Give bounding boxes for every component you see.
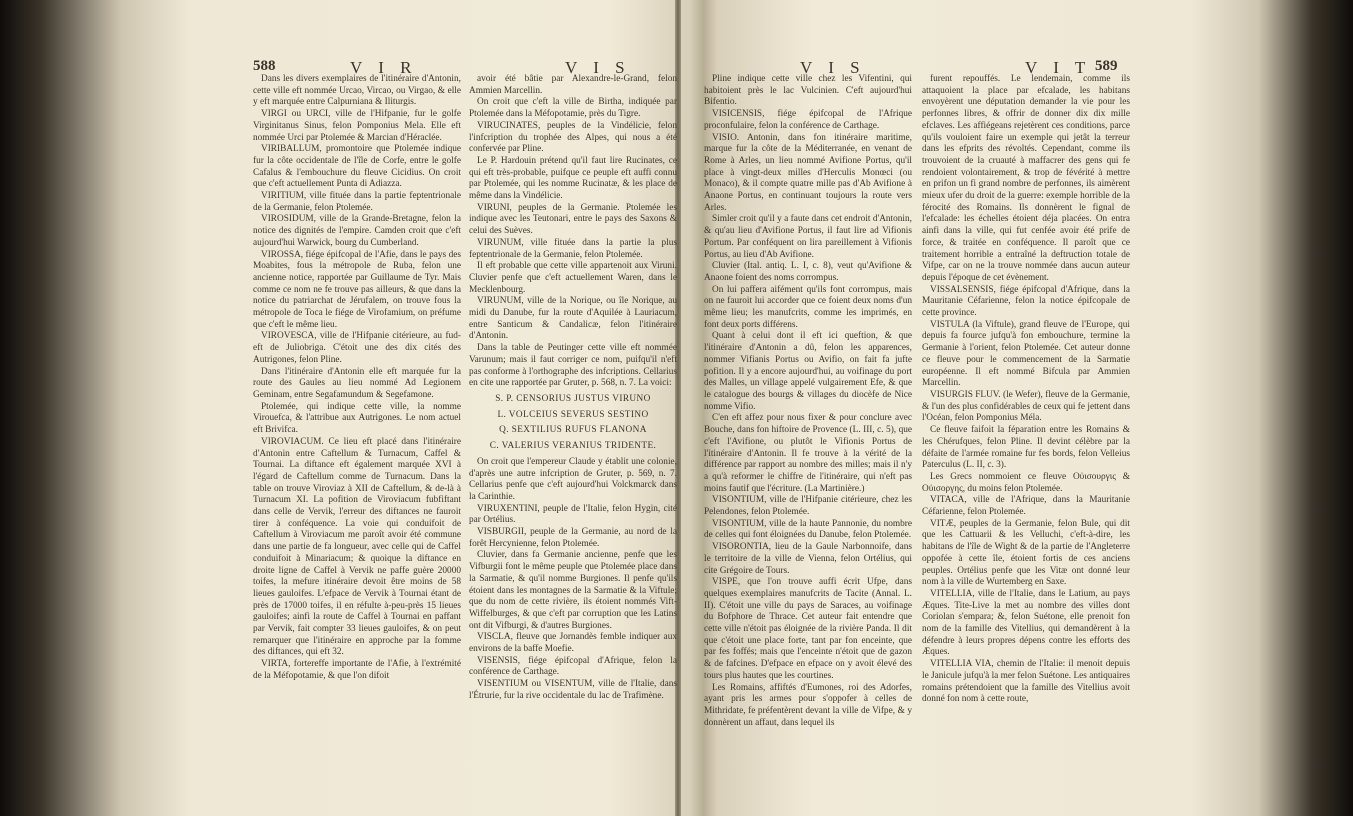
paragraph: furent repouffés. Le lendemain, comme ils attaquoient la place par efcalade, les habitans envoyèrent une députation demander la vie pour les perfonnes libres, & offrir de donner dix dix mille efclaves. Les affiégeans rejetèrent ces conditions, parce qu'ils vouloient faire un exemple qui jetât la terreur dans les efprits des révoltés. Cependant, comme ils trouvoient de la cruauté à maffacrer des gens qui fe rendoient volontairement, & trop de févérité à mettre en prifon un fi grand nombre de perfonnes, ils aimèrent mieux ufer du droit de la guerre: exemple horrible de la férocité des Romains. Ils donnèrent le fignal de l'efcalade: les échelles étoient déja placées. On entra ainfi dans la ville, qui fut cenfée avoir été prife de force, & traitée en conféquence. Il paroît que ce traitement horrible a entraîné la deftruction totale de Vifpe, car on ne la trouve nommée dans aucun auteur depuis l'époque de cet évènement.: [922, 74, 1130, 283]
paragraph: VIROVIACUM. Ce lieu eft placé dans l'itinéraire d'Antonin entre Caftellum & Turnacum, Caffel & Tournai. La diftance eft également marquée XVI à l'égard de Caftellum comme de Turnacum. Dans la table on trouve Viroviaz à XII de Caftellum, & de-là à Turnacum XI. La pofition de Viroviacum fubfiftant dans celle de Vervik, l'erreur des diftances ne fauroit tirer à conféquence. La voie qui conduifoit de Caftellum à Viroviacum me paroît avoir été commune dans une partie de fa longueur, avec celle qui de Caffel conduifoit à Minariacum; & quoique la diftance en droite ligne de Caffel à Vervik ne paffe guère 20000 toifes, la mefure itinéraire devoit être moins de 58 lieues gauloifes. L'efpace de Vervik à Tournai étant de près de 17000 toifes, il en réfulte à-peu-près 15 lieues gauloifes; ainfi la route de Caffel à Tournai en paffant par Vervik, fait compter 33 lieues gauloifes, & on peut remarquer que l'itinéraire en approche par la fomme des diftances, qui eft 32.: [253, 436, 461, 658]
paragraph: VIRUNUM, ville fituée dans la partie la plus feptentrionale de la Germanie, felon Ptolemée.: [469, 237, 677, 260]
paragraph: VITACA, ville de l'Afrique, dans la Mauritanie Céfarienne, felon Ptolemée.: [922, 495, 1130, 518]
paragraph: VISURGIS FLUV. (le Wefer), fleuve de la Germanie, & l'un des plus confidérables de ceux qui fe jettent dans l'Océan, felon Pomponius Méla.: [922, 389, 1130, 424]
paragraph: VISBURGII, peuple de la Germanie, au nord de la forêt Hercynienne, felon Ptolemée.: [469, 527, 677, 549]
paragraph: Ptolemée, qui indique cette ville, la nomme Virouefca, & l'attribue aux Autrigones. Le nom actuel eft Brivifca.: [253, 401, 461, 436]
paragraph: VIRUXENTINI, peuple de l'Italie, felon Hygin, cité par Ortélius.: [469, 503, 677, 526]
running-head: V I R: [350, 58, 418, 77]
paragraph: Dans l'itinéraire d'Antonin elle eft marquée fur la route des Gaules au lieu nommé Ad Legionem Geminam, entre Segafamundum & Segefamone.: [253, 366, 461, 400]
paragraph: VIRTA, fortereffe importante de l'Afie, à l'extrémité de la Méfopotamie, & que l'on difoit: [253, 659, 461, 681]
paragraph: VISONTIUM, ville de l'Hifpanie citérieure, chez les Pelendones, felon Ptolemée.: [704, 495, 912, 518]
page-number: 588: [253, 58, 276, 74]
paragraph: VIRITIUM, ville fituée dans la partie feptentrionale de la Germanie, felon Ptolemée.: [253, 191, 461, 213]
paragraph: VIRUNI, peuples de la Germanie. Ptolemée les indique avec les Teutonari, entre le pays des Saxons & celui des Suèves.: [469, 202, 677, 237]
paragraph: avoir été bâtie par Alexandre-le-Grand, felon Ammien Marcellin.: [469, 74, 677, 96]
paragraph: VIRUNUM, ville de la Norique, ou île Norique, au midi du Danube, fur la route d'Aquilée à Lauriacum, entre Santicum & Candalicæ, felon l'itinéraire d'Antonin.: [469, 296, 677, 342]
text-column-right: [469, 74, 677, 814]
paragraph: Ce fleuve faifoit la féparation entre les Romains & les Chérufques, felon Pline. Il devint célèbre par la défaite de l'armée romaine fur fes bords, felon Velleius Paterculus (L. II, c. 3).: [922, 425, 1130, 471]
inscription-line: L. VOLCEIUS SEVERUS SESTINO: [497, 409, 649, 420]
paragraph: VIROSSA, fiége épifcopal de l'Afie, dans le pays des Moabites, fous la métropole de Ruba, felon une ancienne notice, rapportée par Guillaume de Tyr. Mais comme ce nom ne fe trouve pas ailleurs, & que dans la notice du patriarchat de Jérufalem, on trouve fous la métropole de Toca le fiége de Virofamium, on préfume que c'eft le même lieu.: [253, 249, 461, 330]
paragraph: Dans les divers exemplaires de l'itinéraire d'Antonin, cette ville eft nommée Urcao, Vircao, ou Virgao, & elle y eft marquée entre Calpurniana & Iliturgis.: [253, 74, 461, 108]
paragraph: VISONTIUM, ville de la haute Pannonie, du nombre de celles qui font éloignées du Danube, felon Ptolemée.: [704, 518, 912, 541]
paragraph: VISENSIS, fiége épifcopal d'Afrique, felon la conférence de Carthage.: [469, 655, 677, 678]
paragraph: VISENTIUM ou VISENTUM, ville de l'Italie, dans l'Étrurie, fur la rive occidentale du lac de Trafimène.: [469, 679, 677, 701]
running-head: V I S: [800, 58, 866, 77]
paragraph: Pline indique cette ville chez les Vifentini, qui habitoient près le lac Vulcinien. C'eft aujourd'hui Bifentio.: [704, 74, 912, 108]
inscription-line: C. VALERIUS VERANIUS TRIDENTE.: [489, 441, 657, 452]
paragraph: Simler croit qu'il y a faute dans cet endroit d'Antonin, & qu'au lieu d'Avifione Portus, il faut lire ad Vifionis Portum. Par conféquent on lira pareillement à Vifionis Portus, au lieu d'Ab Avifione.: [704, 214, 912, 260]
text-column-left: [253, 74, 461, 814]
paragraph: Le P. Hardouin prétend qu'il faut lire Rucinates, ce qui eft très-probable, puifque ce peuple eft auffi connu par Ptolemée, qui les nomme Rucinatæ, & les place de même dans la Vindélicie.: [469, 155, 677, 202]
paragraph: Cluvier (Ital. antiq. L. I, c. 8), veut qu'Avifione & Anaone foient des noms corrompus.: [704, 261, 912, 283]
paragraph: VIRGI ou URCI, ville de l'Hifpanie, fur le golfe Virginitanus Sinus, felon Pomponius Mela. Elle eft nommée Urci par Ptolemée & Marcian d'Héraclée.: [253, 109, 461, 143]
paragraph: VIROVESCA, ville de l'Hifpanie citérieure, au fud-eft de Juliobriga. C'étoit une des dix cités des Autrigones, felon Pline.: [253, 331, 461, 365]
paragraph: VIROSIDUM, ville de la Grande-Bretagne, felon la notice des dignités de l'empire. Camden croit que c'eft aujourd'hui Warwick, bourg du Cumberland.: [253, 214, 461, 248]
running-head: V I S: [565, 58, 631, 77]
paragraph: VISPE, que l'on trouve auffi écrit Ufpe, dans quelques exemplaires manufcrits de Tacite (Annal. L. II). C'étoit une ville du pays de Saraces, au voifinage du Bofphore de Thrace. Cet auteur fait entendre que cette ville n'étoit pas éloignée de la rivière Panda. Il dit que c'étoit une place forte, tant par fon enceinte, que par fes foffés; mais que l'enceinte n'étoit que de gazon & de fafcines. D'efpace en efpace on y avoit élevé des tours plus hautes que les courtines.: [704, 577, 912, 681]
inscription-line: Q. SEXTILIUS RUFUS FLANONA: [499, 425, 647, 436]
paragraph: Les Grecs nommoient ce fleuve Οὐισουργις & Οὐισοργης, du moins felon Ptolemée.: [922, 471, 1130, 494]
paragraph: On croit que c'eft la ville de Birtha, indiquée par Ptolemée dans la Méfopotamie, près du Tigre.: [469, 97, 677, 120]
paragraph: VITELLIA, ville de l'Italie, dans le Latium, au pays Æques. Tite-Live la met au nombre des villes dont Coriolan s'empara; &, felon Suétone, elle prenoit fon nom de la famille des Vitellius, qui demandèrent à la défendre à leurs propres dépens contre les efforts des Æques.: [922, 588, 1130, 658]
paragraph: VITELLIA VIA, chemin de l'Italie: il menoit depuis le Janicule jufqu'à la mer felon Suétone. Les antiquaires romains prétendoient que la famille des Vitellius avoit donné fon nom à cette route,: [922, 659, 1130, 705]
paragraph: VITÆ, peuples de la Germanie, felon Bule, qui dit que les Cattuarii & les Velluchi, c'eft-à-dire, les habitans de l'île de Wight & de la partie de l'Angleterre oppofée à cette île, étoient fortis de ces anciens peuples. Ortélius penfe que les Vitæ ont donné leur nom à la ville de Wurtemberg en Saxe.: [922, 518, 1130, 588]
right-page: [700, 44, 1130, 806]
paragraph: Il eft probable que cette ville appartenoit aux Viruni. Cluvier penfe que c'eft actuellement Waren, dans le Mecklenbourg.: [469, 261, 677, 295]
paragraph: On croit que l'empereur Claude y établit une colonie, d'après une autre infcription de Gruter, p. 569, n. 7. Cellarius penfe que c'eft aujourd'hui Volckmarck dans la Carinthie.: [469, 456, 677, 502]
paragraph: Les Romains, affiftés d'Eumones, roi des Adorfes, ayant pris les armes pour s'oppofer à celles de Mithridate, fe préfentèrent devant la ville de Vifpe, & y donnèrent un affaut, dans lequel ils: [704, 682, 912, 728]
paragraph: VISSALSENSIS, fiége épifcopal d'Afrique, dans la Mauritanie Céfarienne, felon la notice épifcopale de cette province.: [922, 284, 1130, 319]
running-head: V I T: [1025, 58, 1092, 77]
paragraph: C'en eft affez pour nous fixer & pour conclure avec Bouche, dans fon hiftoire de Provence (L. III, c. 5), que c'eft l'Avifione, ou plutôt le Vifionis Portus de l'itinéraire d'Antonin. Il fe trouve à la vérité de la différence par rapport au nombre des milles; mais il n'y a qu'à reformer le chiffre de l'itinéraire, qui n'eft pas moins fautif que l'écriture. (La Martinière.): [704, 413, 912, 494]
paragraph: VISTULA (la Viftule), grand fleuve de l'Europe, qui depuis fa fource jufqu'à fon embouchure, termine la Germanie à l'orient, felon Ptolemée. Cet auteur donne ce fleuve pour le commencement de la Sarmatie européenne. Il eft nommé Bifcula par Ammien Marcellin.: [922, 319, 1130, 389]
inscription-line: S. P. CENSORIUS JUSTUS VIRUNO: [495, 393, 651, 404]
paragraph: VISORONTIA, lieu de la Gaule Narbonnoife, dans le territoire de la ville de Vienna, felon Ortélius, qui cite Grégoire de Tours.: [704, 542, 912, 576]
paragraph: VISIO. Antonin, dans fon itinéraire maritime, marque fur la côte de la Méditerranée, en venant de Rome à Arles, un lieu nommé Avifione Portus, qu'il place à vingt-deux milles d'Herculis Monœci (ou Monaco), & il compte quatre mille pas d'Ab Avifione à Anaone Portus, en continuant toujours la route vers Arles.: [704, 132, 912, 213]
left-page: [245, 44, 675, 806]
paragraph: VISICENSIS, fiége épifcopal de l'Afrique proconfulaire, felon la conférence de Carthage.: [704, 109, 912, 131]
paragraph: Quant à celui dont il eft ici queftion, & que l'itinéraire d'Antonin a dû, felon les apparences, nommer Vifianis Portus ou Avifio, on fait fa jufte pofition. Il y a encore aujourd'hui, au voifinage du port des Malles, un village appelé vulgairement Efe, & que le catalogue des bourgs & villages du diocèfe de Nice nomme Vifio.: [704, 331, 912, 412]
paragraph: Dans la table de Peutinger cette ville eft nommée Varunum; mais il faut corriger ce nom, puifqu'il n'eft pas conforme à l'orthographe des infcriptions. Cellarius en cite une rapportée par Gruter, p. 568, n. 7. La voici:: [469, 343, 677, 389]
text-column-right: [922, 74, 1130, 814]
paragraph: VIRIBALLUM, promontoire que Ptolemée indique fur la côte occidentale de l'île de Corfe, entre le golfe Cafalus & l'embouchure du fleuve Cicidius. On croit que c'eft actuellement Punta di Adiazza.: [253, 144, 461, 190]
paragraph: VISCLA, fleuve que Jornandès femble indiquer aux environs de la baffe Moefie.: [469, 632, 677, 655]
paragraph: VIRUCINATES, peuples de la Vindélicie, felon l'infcription du trophée des Alpes, qui nous a été confervée par Pline.: [469, 120, 677, 155]
paragraph: Cluvier, dans fa Germanie ancienne, penfe que les Vifburgii font le même peuple que Ptolemée place dans la Sarmatie, & qu'il nomme Burgiones. Il penfe qu'ils étoient dans les montagnes de la Sarmatie & la Viftule; que du nom de cette rivière, ils étoient nommés Vift-Wiffelburges, & que c'eft par corruption que les Latins ont dit Vifburgi, & d'autres Burgiones.: [469, 550, 677, 631]
paragraph: On lui paffera aifément qu'ils font corrompus, mais on ne fauroit lui accorder que ce foient deux noms d'un même lieu; les manufcrits, comme les imprimés, en font deux ports différens.: [704, 284, 912, 330]
text-column-left: [704, 74, 912, 814]
page-number: 589: [1095, 58, 1118, 74]
